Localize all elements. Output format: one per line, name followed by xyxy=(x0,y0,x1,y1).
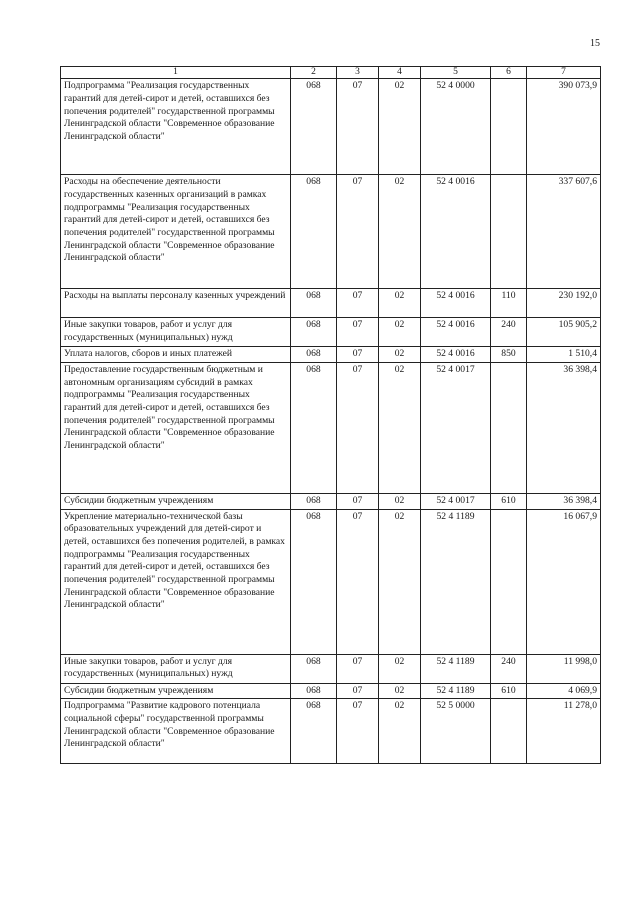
row-grbs: 068 xyxy=(291,699,337,764)
header-col-7: 7 xyxy=(527,67,601,79)
row-subsection: 02 xyxy=(379,494,421,510)
row-name: Подпрограмма "Реализация государственных гарантий для детей-сирот и детей, оставшихся без попечения родителей" государственной программы Ленинградской области "Современное образование Ленинградской области" xyxy=(61,79,291,175)
table-row xyxy=(61,683,601,699)
row-section: 07 xyxy=(337,347,379,363)
header-col-6: 6 xyxy=(491,67,527,79)
row-expense-type: 610 xyxy=(491,494,527,510)
row-sum: 36 398,4 xyxy=(527,363,601,494)
row-sum: 11 998,0 xyxy=(527,654,601,683)
row-section: 07 xyxy=(337,683,379,699)
row-grbs: 068 xyxy=(291,363,337,494)
row-grbs: 068 xyxy=(291,494,337,510)
row-expense-type xyxy=(491,175,527,289)
table-row xyxy=(61,318,601,347)
table-row xyxy=(61,347,601,363)
row-section: 07 xyxy=(337,363,379,494)
row-section: 07 xyxy=(337,494,379,510)
row-expense-type xyxy=(491,79,527,175)
row-expense-type: 110 xyxy=(491,289,527,318)
row-target-article: 52 5 0000 xyxy=(421,699,491,764)
row-name: Расходы на выплаты персоналу казенных учреждений xyxy=(61,289,291,318)
row-grbs: 068 xyxy=(291,509,337,654)
row-section: 07 xyxy=(337,699,379,764)
header-col-4: 4 xyxy=(379,67,421,79)
row-target-article: 52 4 1189 xyxy=(421,654,491,683)
row-section: 07 xyxy=(337,289,379,318)
row-section: 07 xyxy=(337,654,379,683)
row-expense-type xyxy=(491,363,527,494)
row-name: Иные закупки товаров, работ и услуг для государственных (муниципальных) нужд xyxy=(61,318,291,347)
row-name: Предоставление государственным бюджетным и автономным организациям субсидий в рамках подпрограммы "Реализация государственных гарантий для детей-сирот и детей, оставшихся без попечения родителей" государственной программы Ленинградской области "Современное образование Ленинградской области" xyxy=(61,363,291,494)
row-expense-type: 610 xyxy=(491,683,527,699)
row-expense-type xyxy=(491,509,527,654)
table-header-row xyxy=(61,67,601,79)
row-sum: 11 278,0 xyxy=(527,699,601,764)
row-subsection: 02 xyxy=(379,318,421,347)
row-subsection: 02 xyxy=(379,699,421,764)
row-sum: 390 073,9 xyxy=(527,79,601,175)
row-subsection: 02 xyxy=(379,79,421,175)
row-expense-type xyxy=(491,699,527,764)
row-section: 07 xyxy=(337,509,379,654)
row-target-article: 52 4 0016 xyxy=(421,289,491,318)
table-row xyxy=(61,699,601,764)
row-expense-type: 850 xyxy=(491,347,527,363)
row-subsection: 02 xyxy=(379,347,421,363)
page-number: 15 xyxy=(590,38,600,49)
table-row xyxy=(61,363,601,494)
row-target-article: 52 4 0017 xyxy=(421,363,491,494)
row-subsection: 02 xyxy=(379,175,421,289)
row-target-article: 52 4 1189 xyxy=(421,683,491,699)
row-target-article: 52 4 0017 xyxy=(421,494,491,510)
row-sum: 230 192,0 xyxy=(527,289,601,318)
table-row xyxy=(61,289,601,318)
row-target-article: 52 4 0016 xyxy=(421,347,491,363)
table-row xyxy=(61,79,601,175)
table-row xyxy=(61,175,601,289)
row-target-article: 52 4 0000 xyxy=(421,79,491,175)
row-name: Иные закупки товаров, работ и услуг для государственных (муниципальных) нужд xyxy=(61,654,291,683)
row-expense-type: 240 xyxy=(491,318,527,347)
row-name: Укрепление материально-технической базы образовательных учреждений для детей-сирот и детей, оставшихся без попечения родителей, в рамках подпрограммы "Реализация государственных гарантий для детей-сирот и детей, оставшихся без попечения родителей" государственной программы Ленинградской области "Современное образование Ленинградской области" xyxy=(61,509,291,654)
table-row xyxy=(61,494,601,510)
row-name: Субсидии бюджетным учреждениям xyxy=(61,494,291,510)
row-expense-type: 240 xyxy=(491,654,527,683)
row-section: 07 xyxy=(337,79,379,175)
header-col-2: 2 xyxy=(291,67,337,79)
row-subsection: 02 xyxy=(379,363,421,494)
row-subsection: 02 xyxy=(379,654,421,683)
row-grbs: 068 xyxy=(291,289,337,318)
row-name: Уплата налогов, сборов и иных платежей xyxy=(61,347,291,363)
row-name: Подпрограмма "Развитие кадрового потенциала социальной сферы" государственной программы Ленинградской области "Современное образование Ленинградской области" xyxy=(61,699,291,764)
row-name: Субсидии бюджетным учреждениям xyxy=(61,683,291,699)
row-section: 07 xyxy=(337,318,379,347)
row-name: Расходы на обеспечение деятельности государственных казенных организаций в рамках подпрограммы "Реализация государственных гарантий для детей-сирот и детей, оставшихся без попечения родителей" государственной программы Ленинградской области "Современное образование Ленинградской области" xyxy=(61,175,291,289)
header-col-5: 5 xyxy=(421,67,491,79)
row-sum: 4 069,9 xyxy=(527,683,601,699)
header-col-3: 3 xyxy=(337,67,379,79)
row-target-article: 52 4 0016 xyxy=(421,175,491,289)
row-grbs: 068 xyxy=(291,318,337,347)
row-sum: 105 905,2 xyxy=(527,318,601,347)
row-sum: 36 398,4 xyxy=(527,494,601,510)
budget-table xyxy=(60,66,601,764)
row-grbs: 068 xyxy=(291,347,337,363)
table-row xyxy=(61,509,601,654)
row-sum: 16 067,9 xyxy=(527,509,601,654)
row-section: 07 xyxy=(337,175,379,289)
row-target-article: 52 4 0016 xyxy=(421,318,491,347)
row-grbs: 068 xyxy=(291,683,337,699)
row-grbs: 068 xyxy=(291,654,337,683)
table-row xyxy=(61,654,601,683)
row-subsection: 02 xyxy=(379,289,421,318)
row-subsection: 02 xyxy=(379,683,421,699)
row-subsection: 02 xyxy=(379,509,421,654)
row-target-article: 52 4 1189 xyxy=(421,509,491,654)
row-sum: 1 510,4 xyxy=(527,347,601,363)
row-grbs: 068 xyxy=(291,175,337,289)
row-sum: 337 607,6 xyxy=(527,175,601,289)
header-col-1: 1 xyxy=(61,67,291,79)
row-grbs: 068 xyxy=(291,79,337,175)
